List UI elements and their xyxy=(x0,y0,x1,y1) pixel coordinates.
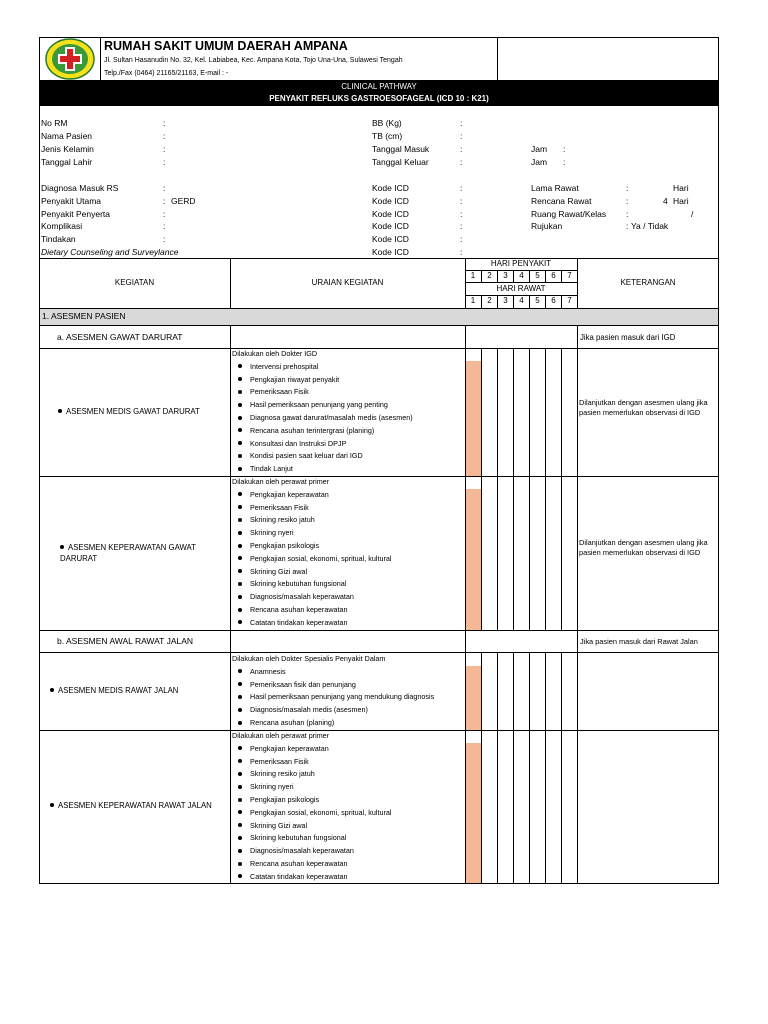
field-label: BB (Kg) xyxy=(372,118,402,128)
list-item-text: Intervensi prehospital xyxy=(250,361,319,371)
list-item xyxy=(232,514,464,527)
field-colon: : xyxy=(163,183,166,193)
col-header-uraian: URAIAN KEGIATAN xyxy=(311,278,384,287)
field-colon: : xyxy=(163,221,166,231)
list-item xyxy=(232,666,464,679)
list-item-text: Skrining kebutuhan fungsional xyxy=(250,579,347,589)
list-item xyxy=(232,743,464,756)
ruang-rawat-slash: / xyxy=(691,209,694,219)
col-header-keterangan: KETERANGAN xyxy=(620,278,676,287)
diag-label: Dietary Counseling and Surveylance xyxy=(41,247,179,257)
diag-label: Penyakit Utama xyxy=(41,196,101,206)
hari-penyakit-days xyxy=(465,270,577,282)
list-item xyxy=(232,361,464,374)
rencana-rawat-value: 4 xyxy=(663,196,668,206)
rujukan-value: Ya / Tidak xyxy=(631,221,669,231)
list-item-text: Skrining Gizi awal xyxy=(250,820,308,830)
list-item-text: Pemeriksaan Fisik xyxy=(250,502,309,512)
list-item xyxy=(232,845,464,858)
subsection-note: Jika pasien masuk dari Rawat Jalan xyxy=(580,637,698,646)
block-items xyxy=(232,348,464,476)
col-header-kegiatan: KEGIATAN xyxy=(114,278,155,287)
jam-label: Jam xyxy=(531,144,548,154)
day-col-divider xyxy=(497,348,498,630)
field-label: No RM xyxy=(41,118,68,128)
day-cell: 4 xyxy=(513,295,529,308)
day-cell: 1 xyxy=(470,271,476,280)
list-item xyxy=(232,858,464,871)
col-divider xyxy=(230,325,231,884)
field-colon: : xyxy=(460,157,463,167)
list-item-text: Pengkajian psikologis xyxy=(250,540,320,550)
pathway-subtitle: PENYAKIT REFLUKS GASTROESOFAGEAL (ICD 10 : K21) xyxy=(269,94,489,103)
day-cell: 4 xyxy=(513,270,529,282)
day-col-divider xyxy=(481,348,482,630)
list-item xyxy=(232,553,464,566)
kode-icd-label: Kode ICD xyxy=(372,247,409,257)
day-col-divider xyxy=(561,652,562,884)
pathway-title: CLINICAL PATHWAY xyxy=(341,82,417,91)
list-item-text: Kondisi pasien saat keluar dari IGD xyxy=(250,451,363,461)
day-col-divider xyxy=(513,348,514,630)
list-item-text: Pengkajian keperawatan xyxy=(250,743,329,753)
day-col-divider xyxy=(497,652,498,884)
block-items xyxy=(232,476,464,630)
field-colon: : xyxy=(460,247,463,257)
day-col-divider xyxy=(561,348,562,630)
list-item xyxy=(232,566,464,579)
list-item-text: Rencana asuhan keperawatan xyxy=(250,858,348,868)
hospital-address: Jl. Sultan Hasanudin No. 32, Kel. Labiabea, Kec. Ampana Kota, Tojo Una-Una, Sulawesi Tengah xyxy=(104,57,403,64)
day1-fill xyxy=(466,666,481,730)
list-item-text: Diagnosis/masalah keperawatan xyxy=(250,846,354,856)
field-colon: : xyxy=(460,221,463,231)
block-name-text: ASESMEN MEDIS RAWAT JALAN xyxy=(58,686,179,695)
diag-right-label: Rujukan xyxy=(531,221,563,231)
day1-fill xyxy=(466,361,481,476)
list-item-text: Diagnosis/masalah keperawatan xyxy=(250,592,354,602)
col-divider xyxy=(577,325,578,884)
list-item xyxy=(232,540,464,553)
field-colon: : xyxy=(626,209,629,219)
list-item-text: Hasil pemeriksaan penunjang yang penting xyxy=(250,400,388,410)
list-item xyxy=(232,527,464,540)
list-item-text: Pemeriksaan fisik dan penunjang xyxy=(250,679,356,689)
field-colon: : xyxy=(163,118,166,128)
list-item-text: Tindak Lanjut xyxy=(250,464,293,474)
day-cell: 6 xyxy=(545,270,561,282)
block-name-text: ASESMEN KEPERAWATAN RAWAT JALAN xyxy=(58,801,212,810)
list-item-text: Pengkajian sosial, ekonomi, spritual, kultural xyxy=(250,553,392,563)
list-item-text: Pemeriksaan Fisik xyxy=(250,756,309,766)
day-cell: 3 xyxy=(497,270,513,282)
list-item xyxy=(232,807,464,820)
field-colon: : xyxy=(460,183,463,193)
block-intro: Dilakukan oleh perawat primer xyxy=(232,731,330,740)
list-item xyxy=(232,679,464,692)
list-item xyxy=(232,463,464,476)
kode-icd-label: Kode ICD xyxy=(372,234,409,244)
field-colon: : xyxy=(626,196,629,206)
day-cell: 7 xyxy=(561,270,577,282)
field-label: Tanggal Keluar xyxy=(372,157,429,167)
field-colon: : xyxy=(563,157,566,167)
list-item-text: Anamnesis xyxy=(250,666,286,676)
list-item-text: Diagnosis/masalah medis (asesmen) xyxy=(250,705,368,715)
list-item xyxy=(232,489,464,502)
list-item-text: Pengkajian keperawatan xyxy=(250,489,329,499)
list-item-text: Diagnosa gawat darurat/masalah medis (asesmen) xyxy=(250,412,413,422)
day-cell: 5 xyxy=(529,295,545,308)
field-colon: : xyxy=(163,144,166,154)
field-colon: : xyxy=(626,221,629,231)
block-name-text: ASESMEN MEDIS GAWAT DARURAT xyxy=(66,407,200,416)
subsection-title: b. ASESMEN AWAL RAWAT JALAN xyxy=(57,636,194,646)
day-cell: 5 xyxy=(529,270,545,282)
list-item-text: Skrining nyeri xyxy=(250,782,294,792)
list-item-text: Skrining kebutuhan fungsional xyxy=(250,833,347,843)
hospital-phone: Telp./Fax (0464) 21165/21163, E-mail : - xyxy=(104,70,229,77)
hari-penyakit-header: HARI PENYAKIT xyxy=(490,259,552,268)
day-cell: 3 xyxy=(497,295,513,308)
list-item-text: Skrining resiko jatuh xyxy=(250,769,315,779)
list-item-text: Konsultasi dan Instruksi DPJP xyxy=(250,438,347,448)
field-label: TB (cm) xyxy=(372,131,403,141)
day-col-divider xyxy=(513,652,514,884)
field-colon: : xyxy=(163,157,166,167)
diag-label: Komplikasi xyxy=(41,221,83,231)
field-colon: : xyxy=(163,209,166,219)
list-item-text: Skrining nyeri xyxy=(250,528,294,538)
row-divider xyxy=(39,630,719,631)
row-divider xyxy=(39,325,719,326)
block-intro: Dilakukan oleh Dokter IGD xyxy=(232,349,318,358)
day-col-divider xyxy=(545,348,546,630)
list-item xyxy=(232,832,464,845)
diag-right-label: Ruang Rawat/Kelas xyxy=(531,209,607,219)
list-item-text: Catatan tindakan keperawatan xyxy=(250,617,348,627)
subsection-note: Jika pasien masuk dari IGD xyxy=(580,333,676,342)
section-title: 1. ASESMEN PASIEN xyxy=(42,311,126,321)
block-intro: Dilakukan oleh perawat primer xyxy=(232,477,330,486)
diag-right-label: Rencana Rawat xyxy=(531,196,592,206)
diag-label: Tindakan xyxy=(41,234,76,244)
list-item xyxy=(232,820,464,833)
list-item xyxy=(232,450,464,463)
list-item xyxy=(232,425,464,438)
field-colon: : xyxy=(563,144,566,154)
kode-icd-label: Kode ICD xyxy=(372,221,409,231)
field-colon: : xyxy=(163,234,166,244)
field-colon: : xyxy=(163,131,166,141)
list-item xyxy=(232,794,464,807)
list-item xyxy=(232,591,464,604)
day-col-divider xyxy=(545,652,546,884)
jam-label: Jam xyxy=(531,157,548,167)
list-item xyxy=(232,704,464,717)
list-item-text: Pemeriksaan Fisik xyxy=(250,387,309,397)
list-item-text: Rencana asuhan (planing) xyxy=(250,717,335,727)
block-name-text: ASESMEN KEPERAWATAN GAWAT DARURAT xyxy=(60,543,196,563)
list-item xyxy=(232,604,464,617)
day1-fill xyxy=(466,489,481,630)
block-items xyxy=(232,730,464,884)
list-item xyxy=(232,386,464,399)
list-item-text: Pengkajian sosial, ekonomi, spritual, kultural xyxy=(250,807,392,817)
block-name xyxy=(50,800,212,811)
list-item xyxy=(232,374,464,387)
list-item xyxy=(232,871,464,884)
diag-label: Diagnosa Masuk RS xyxy=(41,183,119,193)
day-cell: 6 xyxy=(545,295,561,308)
diag-label: Penyakit Penyerta xyxy=(41,209,110,219)
kode-icd-label: Kode ICD xyxy=(372,209,409,219)
field-label: Jenis Kelamin xyxy=(41,144,94,154)
field-colon: : xyxy=(460,131,463,141)
block-name xyxy=(60,542,228,564)
lama-rawat-unit: Hari xyxy=(673,183,689,193)
section-row-bg xyxy=(40,309,718,325)
list-item xyxy=(232,691,464,704)
hospital-logo-icon xyxy=(44,38,96,80)
diag-right-label: Lama Rawat xyxy=(531,183,579,193)
list-item xyxy=(232,399,464,412)
list-item xyxy=(232,412,464,425)
list-item xyxy=(232,502,464,515)
list-item-text: Pengkajian psikologis xyxy=(250,794,320,804)
list-item-text: Rencana asuhan keperawatan xyxy=(250,604,348,614)
field-colon: : xyxy=(626,183,629,193)
list-item xyxy=(232,768,464,781)
block-note: Dilanjutkan dengan asesmen ulang jika pasien memerlukan observasi di IGD xyxy=(579,398,708,417)
subsection-title: a. ASESMEN GAWAT DARURAT xyxy=(57,332,183,342)
day-col-divider xyxy=(529,652,530,884)
field-colon: : xyxy=(460,234,463,244)
day-col-divider xyxy=(529,348,530,630)
block-name xyxy=(50,685,178,696)
list-item xyxy=(232,781,464,794)
block-name xyxy=(58,406,200,417)
header-divider-right xyxy=(497,37,498,81)
day-cell: 1 xyxy=(470,296,476,305)
kode-icd-label: Kode ICD xyxy=(372,196,409,206)
list-item xyxy=(232,756,464,769)
block-intro: Dilakukan oleh Dokter Spesialis Penyakit Dalam xyxy=(232,654,386,663)
list-item-text: Skrining Gizi awal xyxy=(250,566,308,576)
rencana-rawat-unit: Hari xyxy=(673,196,689,206)
list-item xyxy=(232,438,464,451)
field-colon: : xyxy=(460,196,463,206)
hari-rawat-days xyxy=(465,295,577,308)
day-cell: 2 xyxy=(481,270,497,282)
list-item xyxy=(232,717,464,730)
hari-rawat-header: HARI RAWAT xyxy=(496,284,546,293)
field-label: Tanggal Masuk xyxy=(372,144,430,154)
block-items xyxy=(232,653,464,730)
list-item xyxy=(232,617,464,630)
field-label: Nama Pasien xyxy=(41,131,93,141)
hospital-name: RUMAH SAKIT UMUM DAERAH AMPANA xyxy=(104,39,348,53)
kode-icd-label: Kode ICD xyxy=(372,183,409,193)
field-colon: : xyxy=(163,196,166,206)
day-cell: 2 xyxy=(481,295,497,308)
penyakit-utama-value: GERD xyxy=(171,196,196,206)
day-col-divider xyxy=(481,652,482,884)
day1-fill xyxy=(466,743,481,883)
field-colon: : xyxy=(460,144,463,154)
field-colon: : xyxy=(460,209,463,219)
header-divider-left xyxy=(100,37,101,81)
field-label: Tanggal Lahir xyxy=(41,157,93,167)
list-item-text: Catatan tindakan keperawatan xyxy=(250,871,348,881)
day-cell: 7 xyxy=(561,295,577,308)
list-item-text: Skrining resiko jatuh xyxy=(250,515,315,525)
field-colon: : xyxy=(460,118,463,128)
list-item-text: Pengkajian riwayat penyakit xyxy=(250,374,340,384)
list-item-text: Rencana asuhan terintergrasi (planing) xyxy=(250,425,375,435)
list-item-text: Hasil pemeriksaan penunjang yang mendukung diagnosis xyxy=(250,692,435,702)
list-item xyxy=(232,578,464,591)
block-note: Dilanjutkan dengan asesmen ulang jika pasien memerlukan observasi di IGD xyxy=(579,538,708,557)
